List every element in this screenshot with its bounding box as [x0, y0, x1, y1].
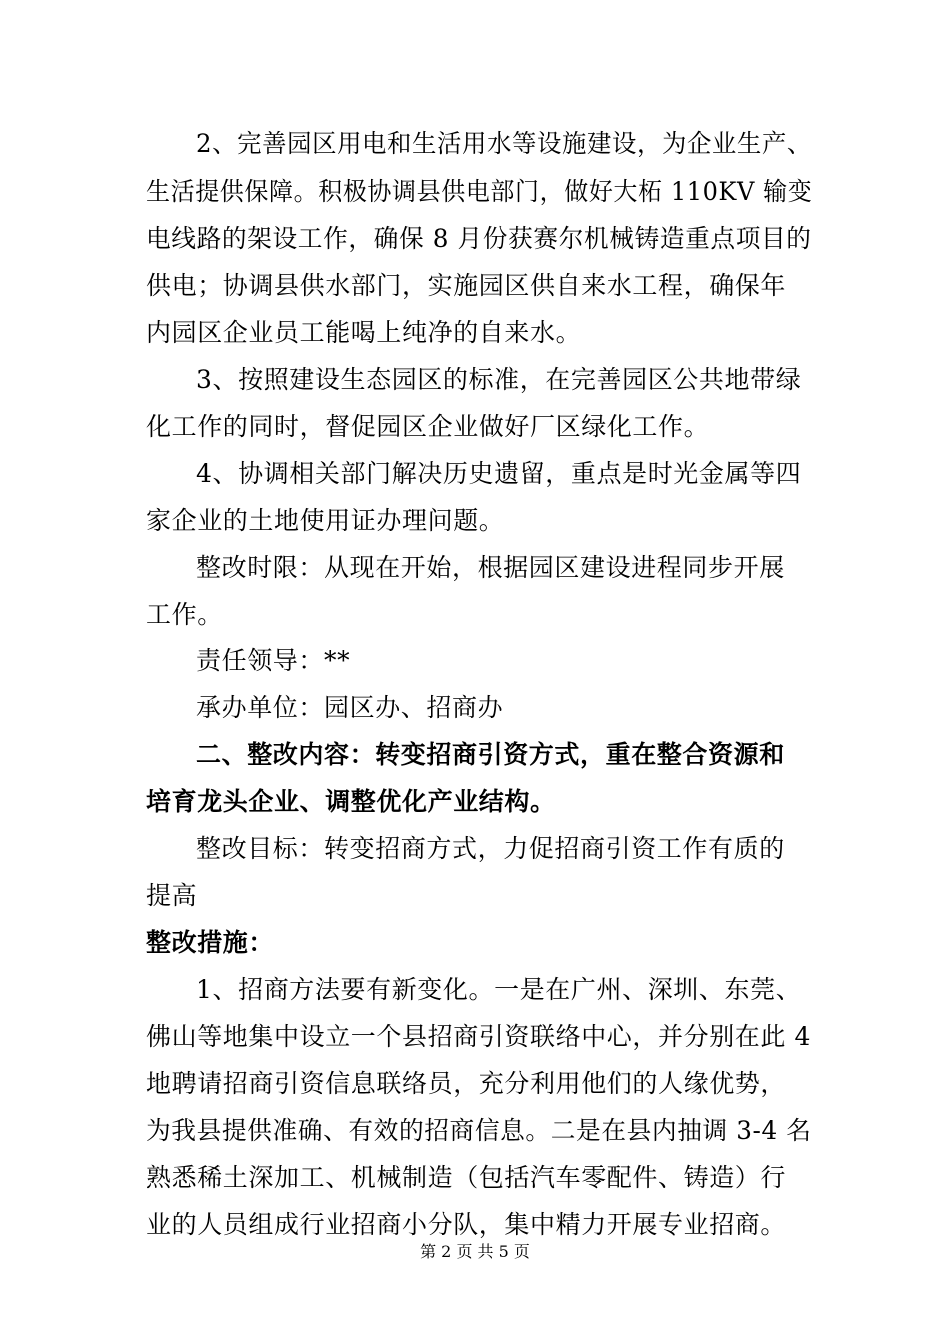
paragraph-line: 业的人员组成行业招商小分队，集中精力开展专业招商。: [146, 1210, 787, 1239]
paragraph-line: 内园区企业员工能喝上纯净的自来水。: [146, 318, 582, 347]
page-footer: 第 2 页 共 5 页: [420, 1242, 530, 1261]
paragraph-line: 2、完善园区用电和生活用水等设施建设，为企业生产、: [196, 129, 812, 158]
paragraph-line: 化工作的同时，督促园区企业做好厂区绿化工作。: [146, 412, 710, 441]
handling-unit: 承办单位：园区办、招商办: [196, 693, 504, 722]
paragraph-line: 家企业的土地使用证办理问题。: [146, 506, 505, 535]
section-heading: 二、整改内容：转变招商引资方式，重在整合资源和: [196, 740, 785, 769]
paragraph-line: 4、协调相关部门解决历史遗留，重点是时光金属等四: [196, 459, 802, 488]
paragraph-line: 为我县提供准确、有效的招商信息。二是在县内抽调 3-4 名: [146, 1116, 812, 1145]
paragraph-line: 供电；协调县供水部门，实施园区供自来水工程，确保年: [146, 271, 787, 300]
paragraph-line: 熟悉稀土深加工、机械制造（包括汽车零配件、铸造）行: [146, 1163, 787, 1192]
paragraph-line: 地聘请招商引资信息联络员，充分利用他们的人缘优势，: [146, 1069, 787, 1098]
paragraph-line: 佛山等地集中设立一个县招商引资联络中心，并分别在此 4: [146, 1022, 812, 1051]
goal-line: 提高: [146, 881, 198, 910]
paragraph-line: 3、按照建设生态园区的标准，在完善园区公共地带绿: [196, 365, 802, 394]
deadline-line: 整改时限：从现在开始，根据园区建设进程同步开展: [196, 553, 785, 582]
paragraph-line: 1、招商方法要有新变化。一是在广州、深圳、东莞、: [196, 975, 802, 1004]
paragraph-line: 电线路的架设工作，确保 8 月份获赛尔机械铸造重点项目的: [146, 224, 812, 253]
goal-line: 整改目标：转变招商方式，力促招商引资工作有质的: [196, 834, 785, 863]
responsible-leader: 责任领导：**: [196, 646, 351, 675]
measures-heading: 整改措施：: [146, 928, 275, 957]
deadline-line: 工作。: [146, 600, 223, 629]
paragraph-line: 生活提供保障。积极协调县供电部门，做好大柘 110KV 输变: [146, 177, 813, 206]
section-heading: 培育龙头企业、调整优化产业结构。: [146, 787, 556, 816]
